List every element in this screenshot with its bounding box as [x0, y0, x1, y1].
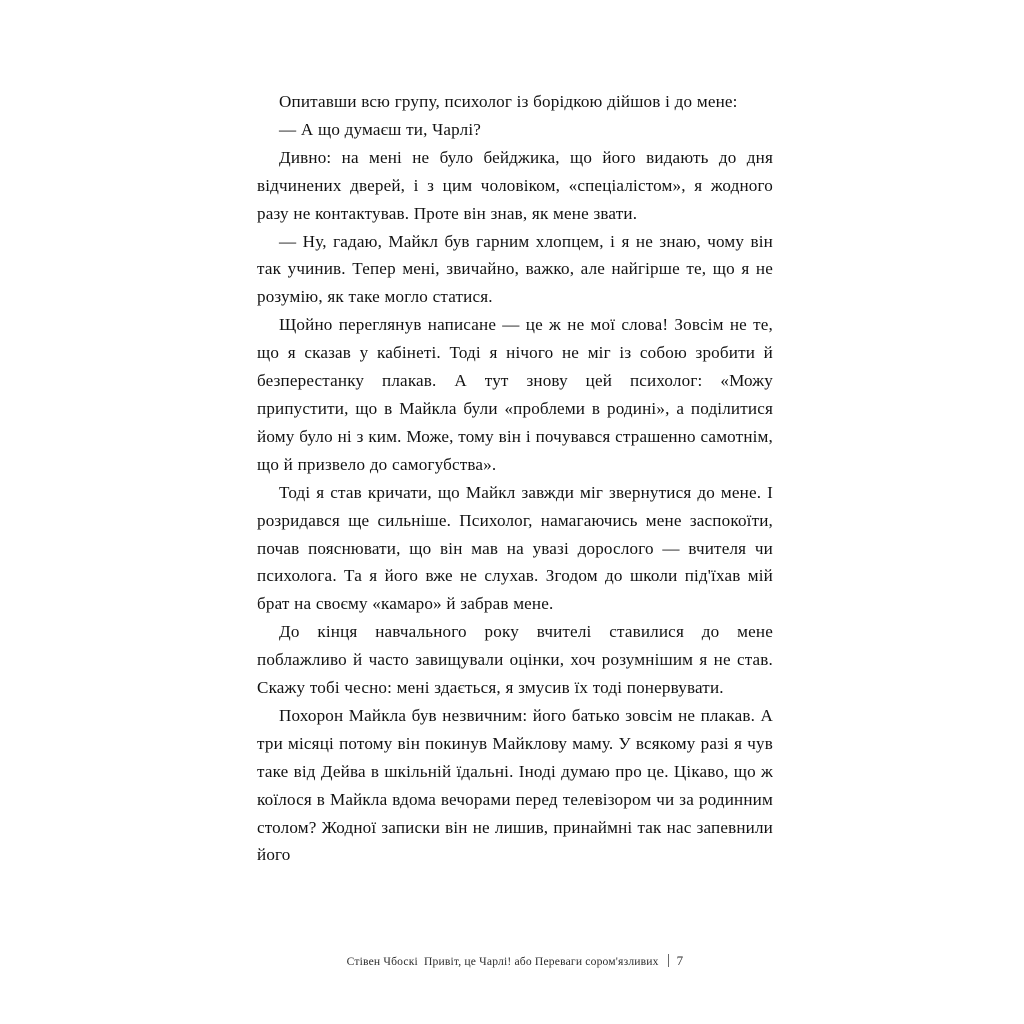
- paragraph-continued: Похорон Майкла був незвичним: його батько зовсім не плакав. А три місяці потому він покинув Майклову маму. У всякому разі я чув таке від Дейва в шкільній їдальні. Іноді думаю про це. Цікаво, що ж коїлося в Майкла вдома вечорами перед телевізором чи за родинним столом? Жодної записки він не лишив, принаймні так нас запевнили його: [257, 705, 773, 865]
- paragraph: Тоді я став кричати, що Майкл завжди міг звернутися до мене. І розридався ще сильніше. Психолог, намагаючись мене заспокоїти, почав пояснювати, що він мав на увазі дорослого — вчителя чи психолога. Та я його вже не слухав. Згодом до школи під'їхав мій брат на своєму «камаро» й забрав мене.: [257, 482, 773, 614]
- page-number: 7: [676, 953, 684, 968]
- footer-author: Стівен Чбоскі: [346, 955, 418, 968]
- paragraph: Опитавши всю групу, психолог із борідкою дійшов і до мене:: [279, 92, 738, 111]
- footer-title: Привіт, це Чарлі! або Переваги сором'язливих: [423, 955, 659, 968]
- paragraph: Щойно переглянув написане — це ж не мої слова! Зовсім не те, що я сказав у кабінеті. Тоді я нічого не міг із собою зробити й безперестанку плакав. А тут знову цей психолог: «Можу припустити, що в Майкла були «проблеми в родині», а поділитися йому було ні з ким. Може, тому він і почувався страшенно самотнім, що й призвело до самогубства».: [257, 315, 773, 474]
- running-footer: [257, 952, 773, 970]
- paragraph: Дивно: на мені не було бейджика, що його видають до дня відчинених дверей, і з цим чоловіком, «спеціалістом», я жодного разу не контактував. Проте він знав, як мене звати.: [257, 147, 773, 223]
- footer-separator-rule: [668, 954, 669, 967]
- paragraph-dialogue: — А що думаєш ти, Чарлі?: [279, 119, 482, 139]
- paragraph-dialogue: — Ну, гадаю, Майкл був гарним хлопцем, і я не знаю, чому він так учинив. Тепер мені, звичайно, важко, але найгірше те, що я не розумію, як таке могло статися.: [257, 231, 773, 307]
- paragraph: До кінця навчального року вчителі ставилися до мене поблажливо й часто завищували оцінки, хоч розумнішим я не став. Скажу тобі чесно: мені здається, я змусив їх тоді понервувати.: [257, 622, 773, 698]
- body-text-column: [257, 88, 773, 897]
